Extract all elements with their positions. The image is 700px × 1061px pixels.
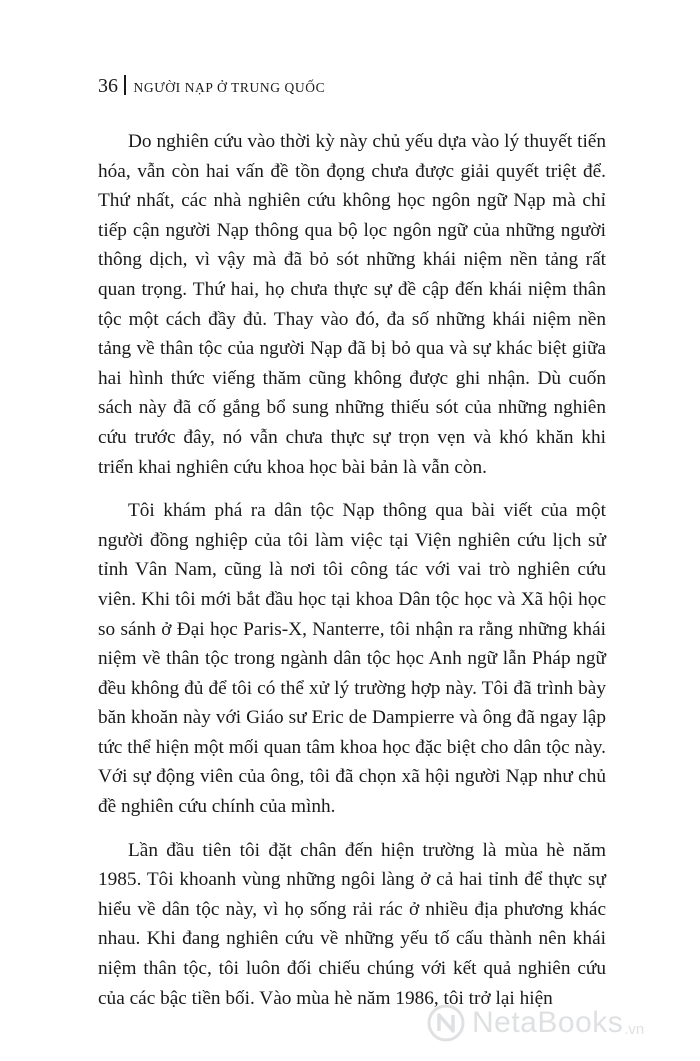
watermark-suffix: .vn bbox=[624, 1020, 645, 1038]
running-head bbox=[98, 72, 325, 98]
netabooks-logo-icon bbox=[426, 1003, 466, 1043]
paragraph-1: Do nghiên cứu vào thời kỳ này chủ yếu dựa vào lý thuyết tiến hóa, vẫn còn hai vấn đề tồn đọng chưa được giải quyết triệt để. Thứ nhất, các nhà nghiên cứu không học ngôn ngữ Nạp mà chỉ tiếp cận người Nạp thông qua bộ lọc ngôn ngữ của những người thông dịch, vì vậy mà đã bỏ sót những khái niệm nền tảng rất quan trọng. Thứ hai, họ chưa thực sự đề cập đến khái niệm thân tộc một cách đầy đủ. Thay vào đó, đa số những khái niệm nền tảng về thân tộc của người Nạp đã bị bỏ qua và sự khác biệt giữa hai hình thức viếng thăm cũng không được ghi nhận. Dù cuốn sách này đã cố gắng bổ sung những thiếu sót của những nghiên cứu trước đây, nó vẫn chưa thực sự trọn vẹn và khó khăn khi triển khai nghiên cứu khoa học bài bản là vẫn còn. bbox=[98, 131, 606, 478]
netabooks-watermark bbox=[426, 1003, 644, 1043]
book-title: NGƯỜI NẠP Ở TRUNG QUỐC bbox=[133, 80, 326, 95]
page-number: 36 bbox=[98, 75, 118, 97]
paragraph-2: Tôi khám phá ra dân tộc Nạp thông qua bài viết của một người đồng nghiệp của tôi làm việc tại Viện nghiên cứu lịch sử tỉnh Vân Nam, cũng là nơi tôi công tác với vai trò nghiên cứu viên. Khi tôi mới bắt đầu học tại khoa Dân tộc học và Xã hội học so sánh ở Đại học Paris-X, Nanterre, tôi nhận ra rằng những khái niệm về thân tộc trong ngành dân tộc học Anh ngữ lẫn Pháp ngữ đều không đủ để tôi có thể xử lý trường hợp này. Tôi đã trình bày băn khoăn này với Giáo sư Eric de Dampierre và ông đã ngay lập tức thể hiện một mối quan tâm khoa học đặc biệt cho dân tộc này. Với sự động viên của ông, tôi đã chọn xã hội người Nạp như chủ đề nghiên cứu chính của mình. bbox=[98, 500, 606, 818]
body-text bbox=[98, 127, 606, 1027]
header-separator bbox=[124, 75, 126, 95]
paragraph-3: Lần đầu tiên tôi đặt chân đến hiện trường là mùa hè năm 1985. Tôi khoanh vùng những ngôi làng ở cả hai tỉnh để thực sự hiểu về dân tộc này, vì họ sống rải rác ở nhiều địa phương khác nhau. Khi đang nghiên cứu về những yếu tố cấu thành nên khái niệm thân tộc, tôi luôn đối chiếu chúng với kết quả nghiên cứu của các bậc tiền bối. Vào mùa hè năm 1986, tôi trở lại hiện bbox=[98, 839, 606, 1009]
watermark-brand: NetaBooks bbox=[472, 1006, 624, 1039]
